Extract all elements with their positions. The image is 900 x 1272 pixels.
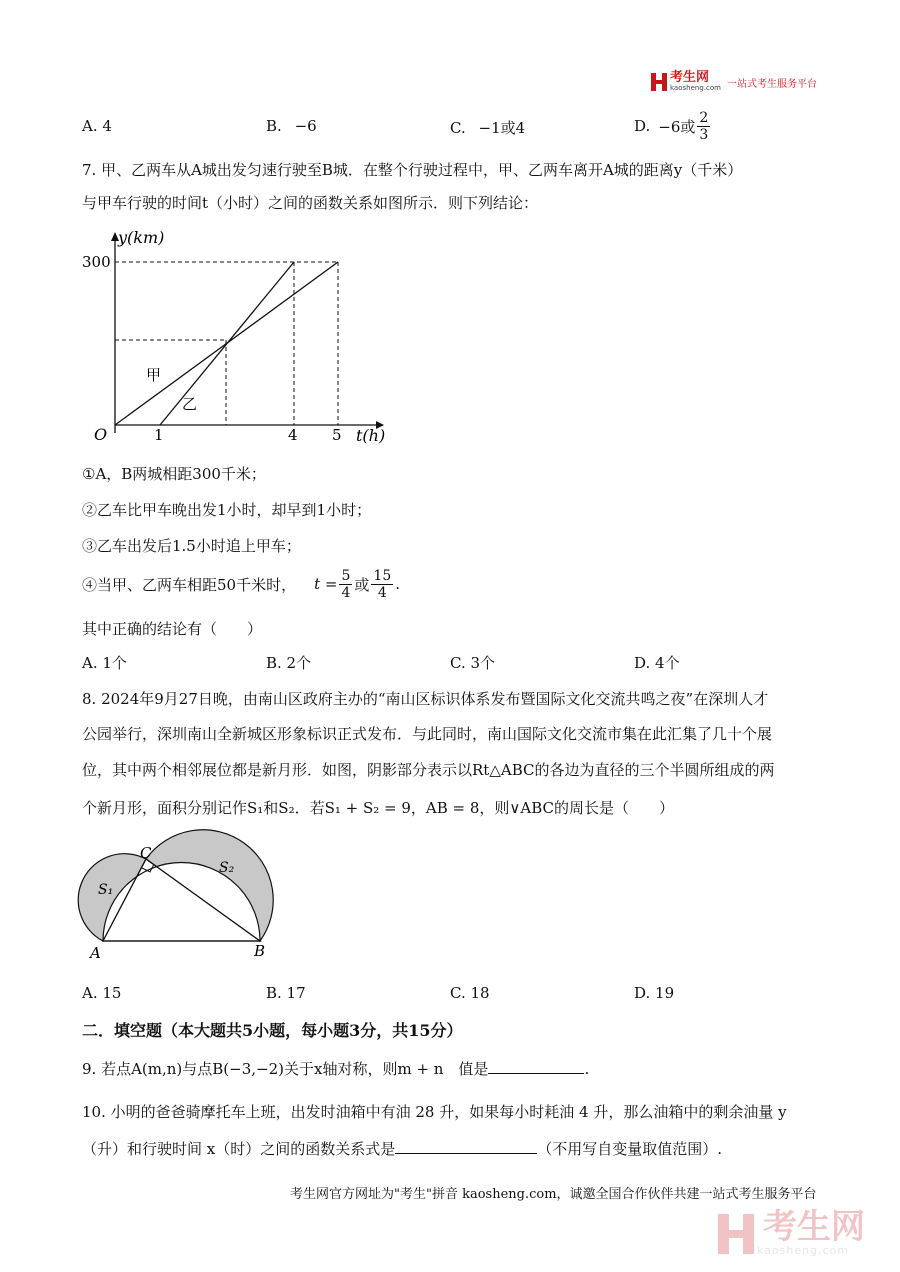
y-axis-label: y(km)	[118, 228, 165, 247]
q8-option-d: D. 19	[634, 984, 675, 1002]
label-s2: S₂	[219, 860, 235, 876]
q10-line2	[82, 1138, 722, 1159]
q8-stem-line1: 8. 2024年9月27日晚，由南山区政府主办的“南山区标识体系发布暨国际文化交流共鸣之夜”在深圳人才	[82, 690, 769, 708]
q7-option-a: A. 1个	[82, 654, 127, 672]
q7-stem-line2: 与甲车行驶的时间t（小时）之间的函数关系如图所示．则下列结论：	[82, 194, 539, 212]
q8-stem-line4: 个新月形，面积分别记作S₁和S₂．若S₁ + S₂ = 9，AB = 8，则∨ABC的周长是（ ）	[82, 799, 675, 817]
q8-figure	[78, 838, 278, 963]
q7-conclusion-3: ③乙车出发后1.5小时追上甲车；	[82, 537, 301, 555]
label-s1: S₁	[98, 882, 114, 898]
q8-option-a: A. 15	[82, 984, 122, 1002]
q7-ask: 其中正确的结论有（ ）	[82, 620, 263, 638]
q9-text: 9. 若点A(m,n)与点B(−3,−2)关于x轴对称，则m + n 值是	[82, 1060, 489, 1078]
logo-slogan: 一站式考生服务平台	[726, 78, 817, 90]
fraction-5-4	[339, 568, 352, 601]
q8-option-b: B. 17	[266, 984, 306, 1002]
q8-stem-line2: 公园举行，深圳南山全新城区形象标识正式发布．与此同时，南山国际文化交流市集在此汇集了几十个展	[82, 725, 773, 743]
watermark-domain: kaosheng.com	[757, 1244, 850, 1257]
x-axis-label: t(h)	[356, 426, 386, 445]
origin-label: O	[94, 425, 108, 444]
x-tick-4: 4	[288, 426, 298, 444]
q8-stem-line3: 位，其中两个相邻展位都是新月形．如图，阴影部分表示以Rt△ABC的各边为直径的三个半圆所组成的两	[82, 761, 775, 779]
q7-conclusion-4-or: 或	[354, 575, 370, 594]
x-tick-1: 1	[154, 426, 164, 444]
q7-option-d: D. 4个	[634, 654, 680, 672]
q7-conclusion-2: ②乙车比甲车晚出发1小时，却早到1小时；	[82, 501, 372, 519]
watermark-text: 考生网	[763, 1207, 865, 1247]
q10-answer-blank[interactable]	[395, 1139, 537, 1154]
q9-answer-blank[interactable]	[488, 1059, 584, 1074]
q7-graph	[82, 225, 398, 450]
q7-conclusion-4	[82, 562, 400, 606]
q6-option-c-label: C.	[450, 119, 466, 137]
fraction-denominator: 4	[377, 584, 387, 601]
q7-conclusion-1: ①A，B两城相距300千米；	[82, 465, 266, 483]
x-tick-5: 5	[332, 426, 342, 444]
fraction-denominator: 4	[341, 584, 351, 601]
q7-option-c: C. 3个	[450, 654, 496, 672]
q7-conclusion-4-t: t =	[314, 575, 338, 593]
fraction-15-4	[371, 568, 393, 601]
kaosheng-watermark-icon	[718, 1214, 754, 1254]
q7-stem-line1: 7. 甲、乙两车从A城出发匀速行驶至B城．在整个行驶过程中，甲、乙两车离开A城的距离y（千米）	[82, 161, 743, 179]
q6-option-d-fraction	[697, 110, 710, 143]
label-a: A	[90, 944, 101, 962]
footer-text: 考生网官方网址为"考生"拼音 kaosheng.com，诚邀全国合作伙伴共建一站式考生服务平台	[290, 1187, 817, 1202]
logo-domain: kaosheng.com	[670, 84, 721, 92]
section-title-fill-blank: 二．填空题（本大题共5小题，每小题3分，共15分）	[82, 1021, 463, 1040]
q10-text-end: （不用写自变量取值范围）.	[537, 1140, 723, 1158]
header-logo	[651, 72, 817, 92]
q6-option-d-label: D.	[634, 117, 651, 135]
y-tick-300: 300	[82, 253, 111, 271]
q6-option-b	[266, 117, 317, 135]
q6-option-d-value: −6或	[658, 117, 696, 136]
label-yi: 乙	[182, 395, 198, 413]
label-c: C	[140, 844, 152, 862]
q9	[82, 1058, 589, 1079]
label-jia: 甲	[146, 366, 162, 384]
q7-conclusion-4-prefix: ④当甲、乙两车相距50千米时，	[82, 575, 297, 594]
fraction-numerator: 15	[373, 567, 392, 584]
q10-line1: 10. 小明的爸爸骑摩托车上班，出发时油箱中有油 28 升，如果每小时耗油 4 升，那么油箱中的剩余油量 y	[82, 1103, 787, 1121]
logo-name: 考生网	[670, 70, 710, 85]
q6-option-b-label: B.	[266, 117, 282, 135]
q6-option-d	[634, 104, 712, 148]
q6-option-b-value: −6	[294, 117, 317, 135]
q8-option-c: C. 18	[450, 984, 490, 1002]
fraction-denominator: 3	[699, 126, 709, 143]
q10-text: （升）和行驶时间 x（时）之间的函数关系式是	[82, 1140, 396, 1158]
fraction-numerator: 2	[699, 109, 709, 126]
label-b: B	[254, 942, 266, 960]
kaosheng-logo-icon	[651, 73, 667, 91]
q7-option-b: B. 2个	[266, 654, 312, 672]
line-yi	[160, 262, 294, 425]
watermark	[718, 1207, 865, 1257]
q6-option-a: A. 4	[82, 117, 112, 135]
fraction-numerator: 5	[341, 567, 351, 584]
q7-conclusion-4-end: .	[395, 575, 401, 593]
q9-text-end: .	[584, 1060, 590, 1078]
q6-option-c	[450, 117, 525, 138]
q6-option-c-value: −1或4	[478, 119, 526, 137]
